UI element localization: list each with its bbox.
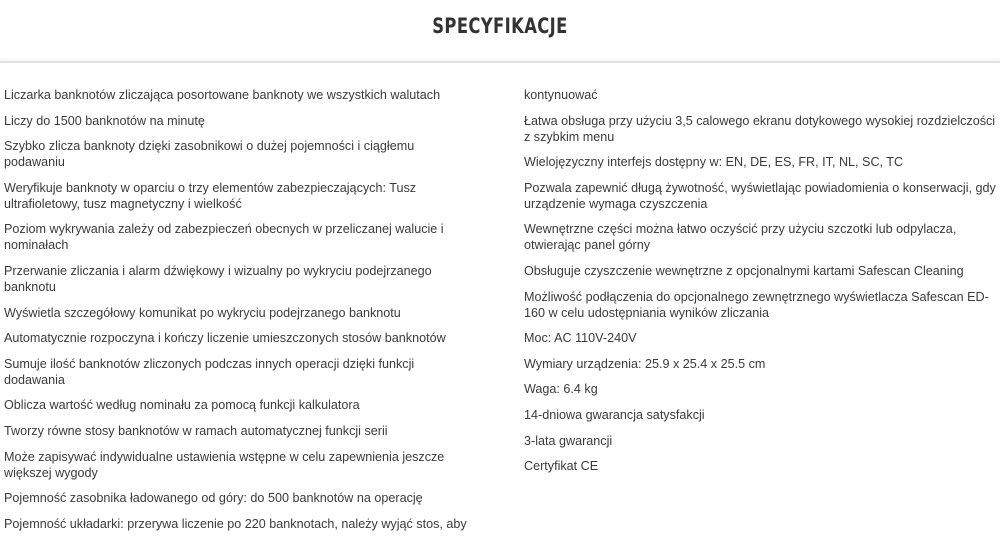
page-title: SPECYFIKACJE [432,14,568,38]
spec-item: 3-lata gwarancji [524,433,613,448]
spec-item: Może zapisywać indywidualne ustawienia wstępne w celu zapewnienia jeszcze większej wygody [4,449,445,480]
spec-item: Moc: AC 110V-240V [524,331,637,346]
spec-list-left [4,87,474,541]
spec-item: Liczy do 1500 banknotów na minutę [4,113,205,128]
spec-item: Weryfikuje banknoty w oparciu o trzy elementów zabezpieczających: Tusz ultrafioletowy, tusz magnetyczny i wielkość [4,180,417,211]
spec-item: Wewnętrzne części można łatwo oczyścić przy użyciu szczotki lub odpylacza, otwierając panel górny [524,222,957,253]
spec-item: Pozwala zapewnić długą żywotność, wyświetlając powiadomienia o konserwacji, gdy urządzenie wymaga czyszczenia [524,180,996,211]
spec-item: Oblicza wartość według nominału za pomocą funkcji kalkulatora [4,398,360,413]
spec-item: Obsługuje czyszczenie wewnętrzne z opcjonalnymi kartami Safescan Cleaning [524,263,964,278]
spec-item: Automatycznie rozpoczyna i kończy liczenie umieszczonych stosów banknotów [4,331,446,346]
spec-item: kontynuować [524,88,598,102]
spec-item: Wyświetla szczegółowy komunikat po wykryciu podejrzanego banknotu [4,305,401,320]
spec-item: Poziom wykrywania zależy od zabezpieczeń obecnych w przeliczanej walucie i nominałach [4,222,444,253]
spec-item: Certyfikat CE [524,459,599,474]
spec-item: Szybko zlicza banknoty dzięki zasobnikowi o dużej pojemności i ciągłemu podawaniu [4,139,415,170]
spec-item: Pojemność zasobnika ładowanego od góry: do 500 banknotów na operację [4,491,423,506]
spec-item: Tworzy równe stosy banknotów w ramach automatycznej funkcji serii [4,423,388,438]
spec-list-right [524,87,999,484]
spec-item: Sumuje ilość banknotów zliczonych podczas innych operacji dzięki funkcji dodawania [4,356,415,387]
spec-item: Przerwanie zliczania i alarm dźwiękowy i wizualny po wykryciu podejrzanego banknotu [4,263,432,294]
spec-item: Możliwość podłączenia do opcjonalnego zewnętrznego wyświetlacza Safescan ED-160 w celu udostępniania wyników zliczania [524,289,989,320]
spec-item: Pojemność układarki: przerywa liczenie po 220 banknotach, należy wyjąć stos, aby [4,516,467,531]
spec-item: Liczarka banknotów zliczająca posortowane banknoty we wszystkich walutach [4,88,441,102]
spec-item: Waga: 6.4 kg [524,382,598,397]
section-header [0,0,1000,63]
spec-item: Łatwa obsługa przy użyciu 3,5 calowego ekranu dotykowego wysokiej rozdzielczości z szybkim menu [524,113,996,144]
spec-item: Wielojęzyczny interfejs dostępny w: EN, DE, ES, FR, IT, NL, SC, TC [524,155,904,170]
spec-item: Wymiary urządzenia: 25.9 x 25.4 x 25.5 cm [524,356,766,371]
spec-item: 14-dniowa gwarancja satysfakcji [524,407,705,422]
